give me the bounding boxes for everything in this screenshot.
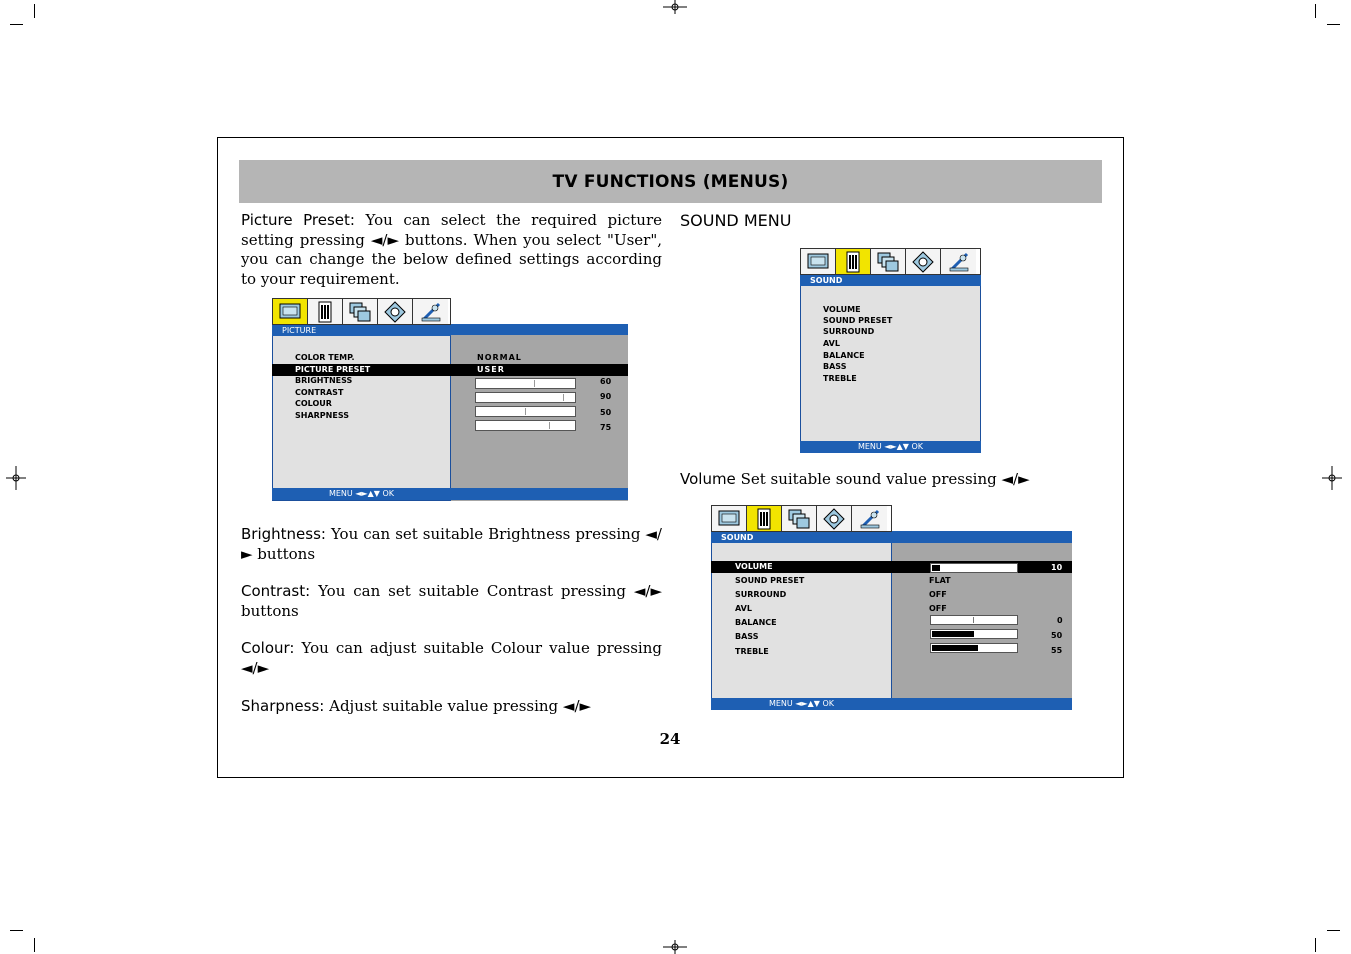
- crop-mark: [1327, 930, 1340, 931]
- brightness-slider[interactable]: [475, 378, 576, 389]
- picture-preset-text: You can select the required picture setting pressing ◄/► buttons. When you select "User", you can change the below defined settings according to your requirement.: [241, 211, 662, 288]
- colour-value: 50: [600, 408, 612, 417]
- contrast-lead: Contrast:: [241, 582, 311, 600]
- slider-fill: [477, 408, 526, 415]
- slider-fill: [932, 631, 974, 637]
- sound-osd-large-footer-right: [891, 698, 1072, 710]
- slider-fill: [477, 422, 550, 429]
- balance-slider[interactable]: [930, 615, 1018, 625]
- slider-fill: [932, 565, 940, 571]
- crop-mark: [34, 938, 35, 952]
- crop-mark: [1315, 4, 1316, 18]
- sound-icon[interactable]: [747, 506, 782, 531]
- colour-slider[interactable]: [475, 406, 576, 417]
- picture-preset-value: USER: [477, 365, 505, 374]
- picture-preset-paragraph: [241, 211, 662, 289]
- bass-slider[interactable]: [930, 629, 1018, 639]
- sound-menu-heading: SOUND MENU: [680, 211, 792, 230]
- setup-icon[interactable]: [941, 249, 976, 274]
- osd-item-bass[interactable]: BASS: [823, 362, 847, 371]
- osd-item-picture-preset[interactable]: PICTURE PRESET: [295, 365, 371, 374]
- sharpness-value: 75: [600, 423, 612, 432]
- picture-osd-icons: [272, 298, 451, 325]
- balance-value: 0: [1057, 616, 1063, 625]
- slider-fill: [932, 617, 974, 623]
- picture-icon[interactable]: [712, 506, 747, 531]
- osd-item-volume[interactable]: VOLUME: [735, 562, 773, 571]
- osd-item-sound-preset[interactable]: SOUND PRESET: [823, 316, 893, 325]
- volume-paragraph: [680, 470, 1060, 490]
- osd-item-surround[interactable]: SURROUND: [735, 590, 787, 599]
- sharpness-paragraph: [241, 697, 662, 717]
- sound-osd-large-title-bar: SOUND: [711, 532, 892, 543]
- sound-preset-value: FLAT: [929, 576, 951, 585]
- picture-osd-title-bar: PICTURE: [272, 325, 451, 336]
- crop-mark: [1315, 938, 1316, 952]
- picture-icon[interactable]: [273, 299, 308, 324]
- color-temp-value: NORMAL: [477, 353, 522, 362]
- brightness-value: 60: [600, 377, 612, 386]
- sharpness-text: Adjust suitable value pressing ◄/►: [329, 697, 592, 715]
- picture-preset-lead: Picture Preset:: [241, 211, 355, 229]
- slider-fill: [932, 645, 978, 651]
- slider-fill: [477, 380, 535, 387]
- brightness-lead: Brightness:: [241, 525, 326, 543]
- osd-item-avl[interactable]: AVL: [823, 339, 840, 348]
- crop-mark: [10, 24, 23, 25]
- volume-slider[interactable]: [930, 563, 1018, 573]
- volume-value: 10: [1051, 563, 1063, 572]
- treble-slider[interactable]: [930, 643, 1018, 653]
- volume-lead: Volume: [680, 470, 736, 488]
- osd-item-sound-preset[interactable]: SOUND PRESET: [735, 576, 805, 585]
- features-icon[interactable]: [817, 506, 852, 531]
- sound-icon[interactable]: [836, 249, 871, 274]
- registration-mark-bottom: [663, 940, 687, 954]
- osd-item-sharpness[interactable]: SHARPNESS: [295, 411, 349, 420]
- brightness-text: You can set suitable Brightness pressing ◄/► buttons: [241, 525, 662, 563]
- sound-icon[interactable]: [308, 299, 343, 324]
- features-icon[interactable]: [906, 249, 941, 274]
- registration-mark-right: [1322, 466, 1342, 490]
- contrast-text: You can set suitable Contrast pressing ◄/► buttons: [241, 582, 662, 620]
- picture-osd-footer: MENU ◄►▲▼ OK: [272, 488, 451, 500]
- contrast-paragraph: [241, 582, 662, 621]
- colour-paragraph: [241, 639, 662, 678]
- page-number: 24: [659, 730, 681, 748]
- install-icon[interactable]: [782, 506, 817, 531]
- picture-osd-value-header: [450, 324, 628, 335]
- sound-osd-small-icons: [800, 248, 981, 275]
- osd-item-balance[interactable]: BALANCE: [735, 618, 777, 627]
- bass-value: 50: [1051, 631, 1063, 640]
- picture-icon[interactable]: [801, 249, 836, 274]
- volume-text: Set suitable sound value pressing ◄/►: [740, 470, 1030, 488]
- osd-item-treble[interactable]: TREBLE: [735, 647, 769, 656]
- osd-item-contrast[interactable]: CONTRAST: [295, 388, 344, 397]
- registration-mark-top: [663, 0, 687, 14]
- crop-mark: [1327, 24, 1340, 25]
- brightness-paragraph: [241, 525, 662, 564]
- title-bar: [239, 160, 1102, 203]
- picture-osd: [272, 298, 628, 501]
- crop-mark: [10, 930, 23, 931]
- osd-item-bass[interactable]: BASS: [735, 632, 759, 641]
- osd-item-balance[interactable]: BALANCE: [823, 351, 865, 360]
- sound-osd-large: [711, 505, 1072, 710]
- sound-osd-large-icons: [711, 505, 892, 532]
- sound-osd-small-footer: MENU ◄►▲▼ OK: [800, 441, 981, 453]
- osd-item-surround[interactable]: SURROUND: [823, 327, 875, 336]
- osd-item-brightness[interactable]: BRIGHTNESS: [295, 376, 353, 385]
- install-icon[interactable]: [871, 249, 906, 274]
- sharpness-slider[interactable]: [475, 420, 576, 431]
- picture-osd-footer-right: [450, 488, 628, 500]
- colour-lead: Colour:: [241, 639, 295, 657]
- osd-item-treble[interactable]: TREBLE: [823, 374, 857, 383]
- osd-item-colour[interactable]: COLOUR: [295, 399, 332, 408]
- osd-item-color-temp[interactable]: COLOR TEMP.: [295, 353, 355, 362]
- contrast-value: 90: [600, 392, 612, 401]
- slider-fill: [477, 394, 564, 401]
- install-icon[interactable]: [343, 299, 378, 324]
- sharpness-lead: Sharpness:: [241, 697, 325, 715]
- surround-value: OFF: [929, 590, 947, 599]
- contrast-slider[interactable]: [475, 392, 576, 403]
- osd-item-volume[interactable]: VOLUME: [823, 305, 861, 314]
- setup-icon[interactable]: [413, 299, 448, 324]
- sound-osd-large-value-header: [891, 531, 1072, 543]
- features-icon[interactable]: [378, 299, 413, 324]
- setup-icon[interactable]: [852, 506, 887, 531]
- crop-mark: [34, 4, 35, 18]
- osd-item-avl[interactable]: AVL: [735, 604, 752, 613]
- sound-osd-small: [800, 248, 981, 453]
- registration-mark-left: [6, 466, 26, 490]
- page-title: TV FUNCTIONS (MENUS): [552, 171, 789, 192]
- sound-osd-large-footer: MENU ◄►▲▼ OK: [711, 698, 892, 710]
- colour-text: You can adjust suitable Colour value pressing ◄/►: [241, 639, 662, 677]
- treble-value: 55: [1051, 646, 1063, 655]
- avl-value: OFF: [929, 604, 947, 613]
- sound-osd-small-title-bar: SOUND: [800, 275, 981, 286]
